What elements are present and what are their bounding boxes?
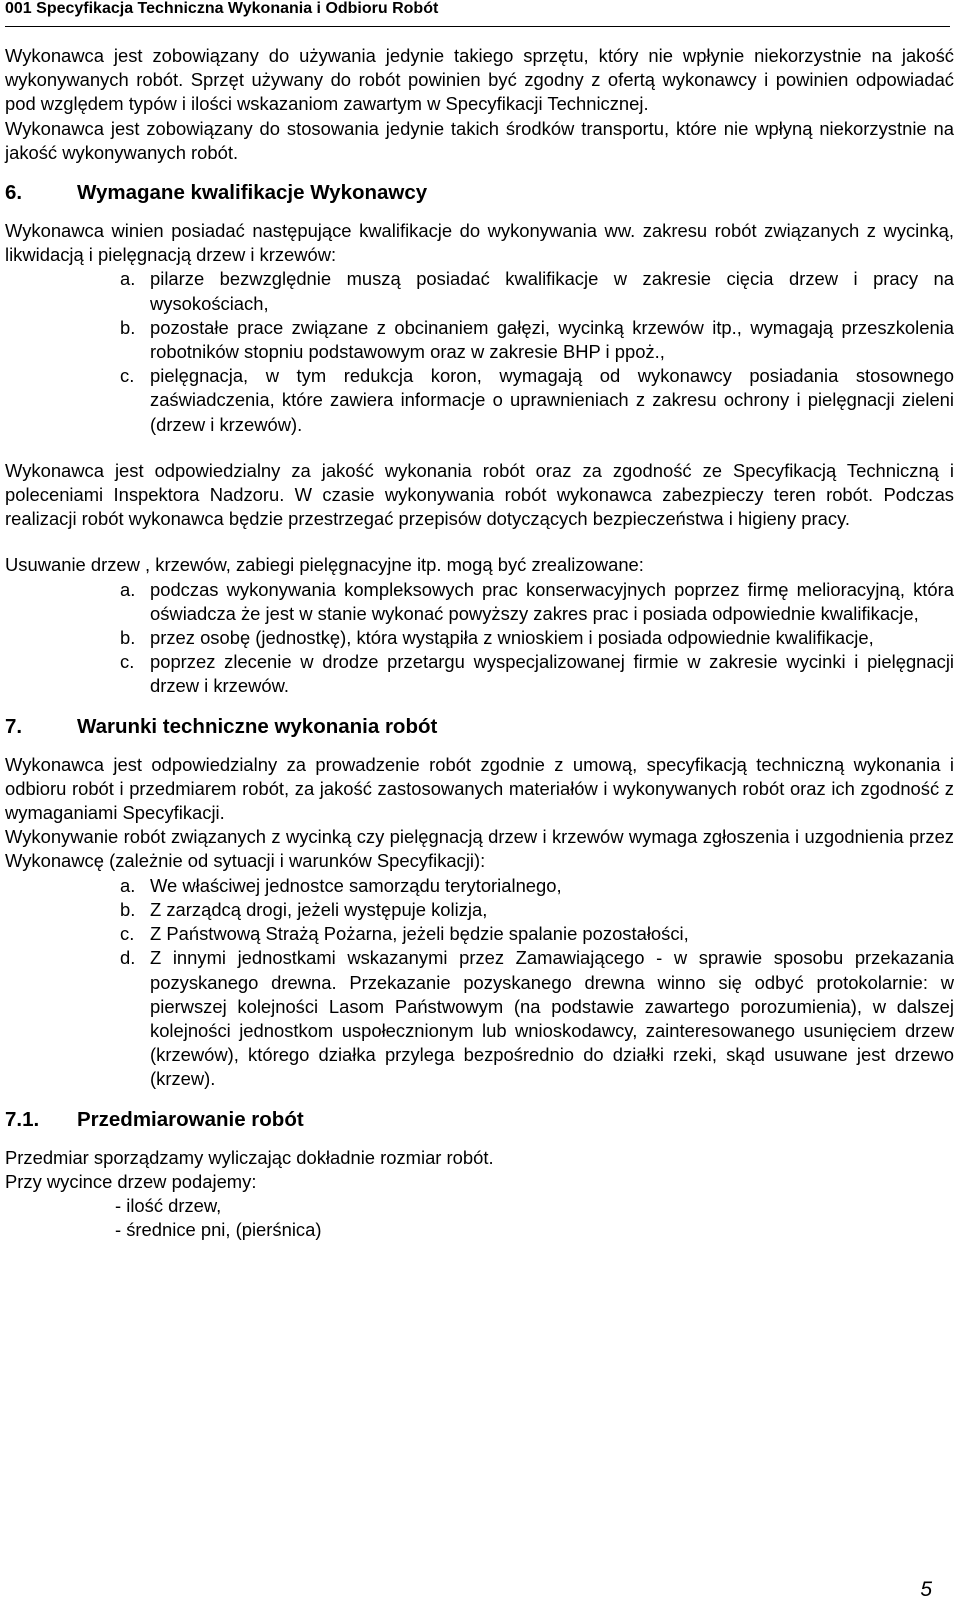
removal-options-list (5, 578, 954, 699)
section-7-heading (5, 715, 954, 739)
list-item-text: We właściwej jednostce samorządu terytorialnego, (150, 874, 562, 896)
list-item-text: Z innymi jednostkami wskazanymi przez Zamawiającego - w sprawie sposobu przekazania pozyskanego drewna. Przekazanie pozyskanego drewna winno się odbyć protokolarnie: w pierwszej kolejności Lasom Państwowym (na podstawie zawartego porozumienia), w dalszej kolejności jednostkom uspołecznionym lub wnioskodawcy, zainteresowanego usunięciem drzew (krzewów), którego działka przylega bezpośrednio do działki rzeki, skąd usuwane jest drzewo (krzew). (150, 947, 954, 1090)
section-6-lead: Wykonawca winien posiadać następujące kwalifikacje do wykonywania ww. zakresu robót związanych z wycinką, likwidacją i pielęgnacją drzew i krzewów: (5, 220, 954, 266)
list-item (5, 874, 954, 898)
section-7-1-title: Przedmiarowanie robót (77, 1107, 304, 1131)
section-7-1-number: 7.1. (5, 1107, 40, 1131)
list-item: - średnice pni, (pierśnica) (115, 1219, 322, 1241)
document-body (5, 44, 954, 1242)
list-item (5, 898, 954, 922)
section-6-heading (5, 181, 954, 205)
list-item (5, 316, 954, 364)
list-marker: a. (120, 874, 136, 896)
list-item-text: pielęgnacja, w tym redukcja koron, wymagają od wykonawcy posiadania stosownego zaświadczenia, które zawiera informacje o uprawnieniach z zakresu ochrony i pielęgnacji zieleni (drzew i krzewów). (150, 365, 954, 435)
list-marker: b. (120, 627, 136, 649)
responsibility-paragraph: Wykonawca jest odpowiedzialny za jakość wykonania robót oraz za zgodność ze Specyfikacją Techniczną i poleceniami Inspektora Nadzoru. W czasie wykonywania robót wykonawca zabezpieczy teren robót. Podczas realizacji robót wykonawca będzie przestrzegać przepisów dotyczących bezpieczeństwa i higieny pracy. (5, 459, 954, 530)
list-item-text: poprzez zlecenie w drodze przetargu wyspecjalizowanej firmie w zakresie wycinki i pielęgnacji drzew i krzewów. (150, 651, 954, 697)
list-marker: d. (120, 947, 136, 969)
list-item-text: pilarze bezwzględnie muszą posiadać kwalifikacje w zakresie cięcia drzew i pracy na wysokościach, (150, 268, 954, 314)
list-marker: a. (120, 268, 136, 290)
list-item-text: Z zarządcą drogi, jeżeli występuje kolizja, (150, 898, 488, 920)
list-item-text: pozostałe prace związane z obcinaniem gałęzi, wycinką krzewów itp., wymagają przeszkolenia robotników stopniu podstawowym oraz w zakresie BHP i ppoż., (150, 316, 954, 363)
list-item (5, 946, 954, 1091)
page-header (5, 0, 950, 27)
list-marker: c. (120, 365, 135, 387)
removal-lead: Usuwanie drzew , krzewów, zabiegi pielęgnacyjne itp. mogą być zrealizowane: (5, 554, 644, 576)
section-6-title: Wymagane kwalifikacje Wykonawcy (77, 181, 428, 205)
list-marker: c. (120, 651, 135, 673)
qualifications-list (5, 267, 954, 436)
list-item-text: przez osobę (jednostkę), która wystąpiła z wnioskiem i posiada odpowiednie kwalifikacje, (150, 627, 874, 649)
section-7-paragraph-notification: Wykonywanie robót związanych z wycinką czy pielęgnacją drzew i krzewów wymaga zgłoszenia i uzgodnienia przez Wykonawcę (zależnie od sytuacji i warunków Specyfikacji): (5, 826, 954, 872)
list-marker: b. (120, 316, 136, 338)
list-item (5, 578, 954, 626)
list-item (5, 267, 954, 315)
section-7-1-paragraph-measure: Przedmiar sporządzamy wyliczając dokładnie rozmiar robót. (5, 1146, 494, 1168)
list-item: - ilość drzew, (115, 1194, 222, 1216)
list-item (5, 626, 954, 650)
section-6-number: 6. (5, 181, 23, 205)
section-7-title: Warunki techniczne wykonania robót (77, 714, 438, 738)
notification-list (5, 874, 954, 1092)
intro-paragraph-equipment: Wykonawca jest zobowiązany do używania jedynie takiego sprzętu, który nie wpłynie niekorzystnie na jakość wykonywanych robót. Sprzęt używany do robót powinien być zgodny z ofertą wykonawcy i powinien odpowiadać pod względem typów i ilości wskazaniom zawartym w Specyfikacji Technicznej. (5, 45, 954, 115)
list-marker: c. (120, 923, 135, 945)
list-item-text: podczas wykonywania kompleksowych prac konserwacyjnych poprzez firmę melioracyjną, która oświadcza że jest w stanie wykonać powyższy zakres prac i posiada odpowiednie kwalifikacje, (150, 578, 954, 624)
section-7-1-paragraph-trees: Przy wycince drzew podajemy: (5, 1170, 257, 1192)
section-7-paragraph-responsibility: Wykonawca jest odpowiedzialny za prowadzenie robót zgodnie z umową, specyfikacją techniczną wykonania i odbioru robót i przedmiarem robót, za jakość zastosowanych materiałów i wykonywanych robót oraz ich zgodność z wymaganiami Specyfikacji. (5, 753, 954, 824)
list-item-text: Z Państwową Strażą Pożarna, jeżeli będzie spalanie pozostałości, (150, 923, 689, 945)
measurement-list (5, 1194, 954, 1242)
section-7-1-heading (5, 1108, 954, 1132)
section-7-number: 7. (5, 714, 23, 738)
list-item (5, 922, 954, 946)
page-number: 5 (920, 1578, 932, 1601)
document-title: 001 Specyfikacja Techniczna Wykonania i Odbioru Robót (5, 0, 439, 17)
list-marker: b. (120, 898, 136, 920)
list-item (5, 364, 954, 437)
list-marker: a. (120, 578, 136, 600)
list-item (5, 650, 954, 698)
intro-paragraph-transport: Wykonawca jest zobowiązany do stosowania jedynie takich środków transportu, które nie wpłyną niekorzystnie na jakość wykonywanych robót. (5, 117, 954, 163)
